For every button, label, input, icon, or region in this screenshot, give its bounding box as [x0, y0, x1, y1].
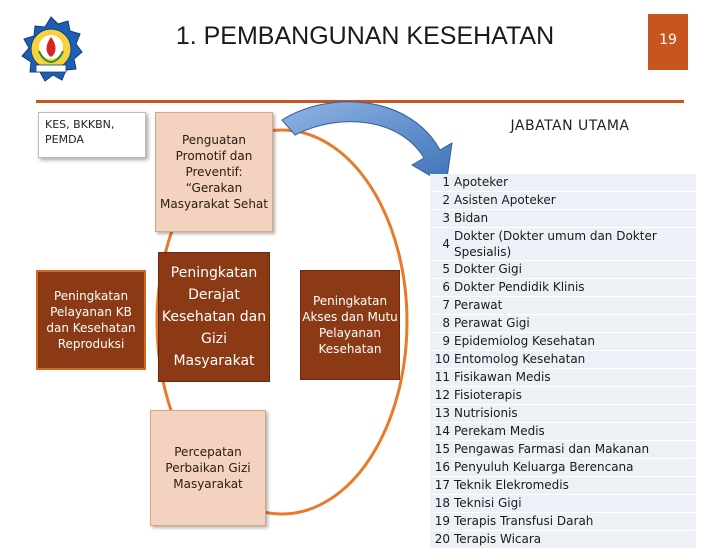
list-item: 1 Apoteker [430, 174, 696, 191]
list-item: 4 Dokter (Dokter umum dan Dokter Spesialis) [430, 228, 696, 260]
kb-reproduksi-box: Peningkatan Pelayanan KB dan Kesehatan Reproduksi [36, 270, 146, 370]
list-item: 11 Fisikawan Medis [430, 369, 696, 386]
akses-mutu-box: Peningkatan Akses dan Mutu Pelayanan Kesehatan [300, 270, 400, 380]
list-item: 7 Perawat [430, 297, 696, 314]
jabatan-list [430, 174, 696, 549]
list-item: 3 Bidan [430, 210, 696, 227]
derajat-kesehatan-box: Peningkatan Derajat Kesehatan dan Gizi Masyarakat [158, 252, 270, 382]
perbaikan-gizi-box: Percepatan Perbaikan Gizi Masyarakat [150, 410, 266, 526]
list-item: 8 Perawat Gigi [430, 315, 696, 332]
promotif-preventif-box: Penguatan Promotif dan Preventif: “Gerakan Masyarakat Sehat [155, 112, 273, 232]
list-item: 14 Perekam Medis [430, 423, 696, 440]
kes-bkkbn-pemda-box: KES, BKKBN, PEMDA [38, 112, 146, 158]
list-item: 6 Dokter Pendidik Klinis [430, 279, 696, 296]
list-item: 10 Entomolog Kesehatan [430, 351, 696, 368]
list-item: 13 Nutrisionis [430, 405, 696, 422]
list-item: 16 Penyuluh Keluarga Berencana [430, 459, 696, 476]
list-item: 17 Teknik Elekromedis [430, 477, 696, 494]
list-item: 20 Terapis Wicara [430, 531, 696, 548]
list-item: 5 Dokter Gigi [430, 261, 696, 278]
jabatan-heading: JABATAN UTAMA [510, 118, 630, 134]
page-title: 1. PEMBANGUNAN KESEHATAN [175, 22, 555, 50]
curved-arrow-icon [282, 102, 452, 185]
list-item: 2 Asisten Apoteker [430, 192, 696, 209]
list-item: 15 Pengawas Farmasi dan Makanan [430, 441, 696, 458]
list-item: 18 Teknisi Gigi [430, 495, 696, 512]
page-number-badge: 19 [648, 14, 688, 70]
list-item: 12 Fisioterapis [430, 387, 696, 404]
list-item: 9 Epidemiolog Kesehatan [430, 333, 696, 350]
list-item: 19 Terapis Transfusi Darah [430, 513, 696, 530]
